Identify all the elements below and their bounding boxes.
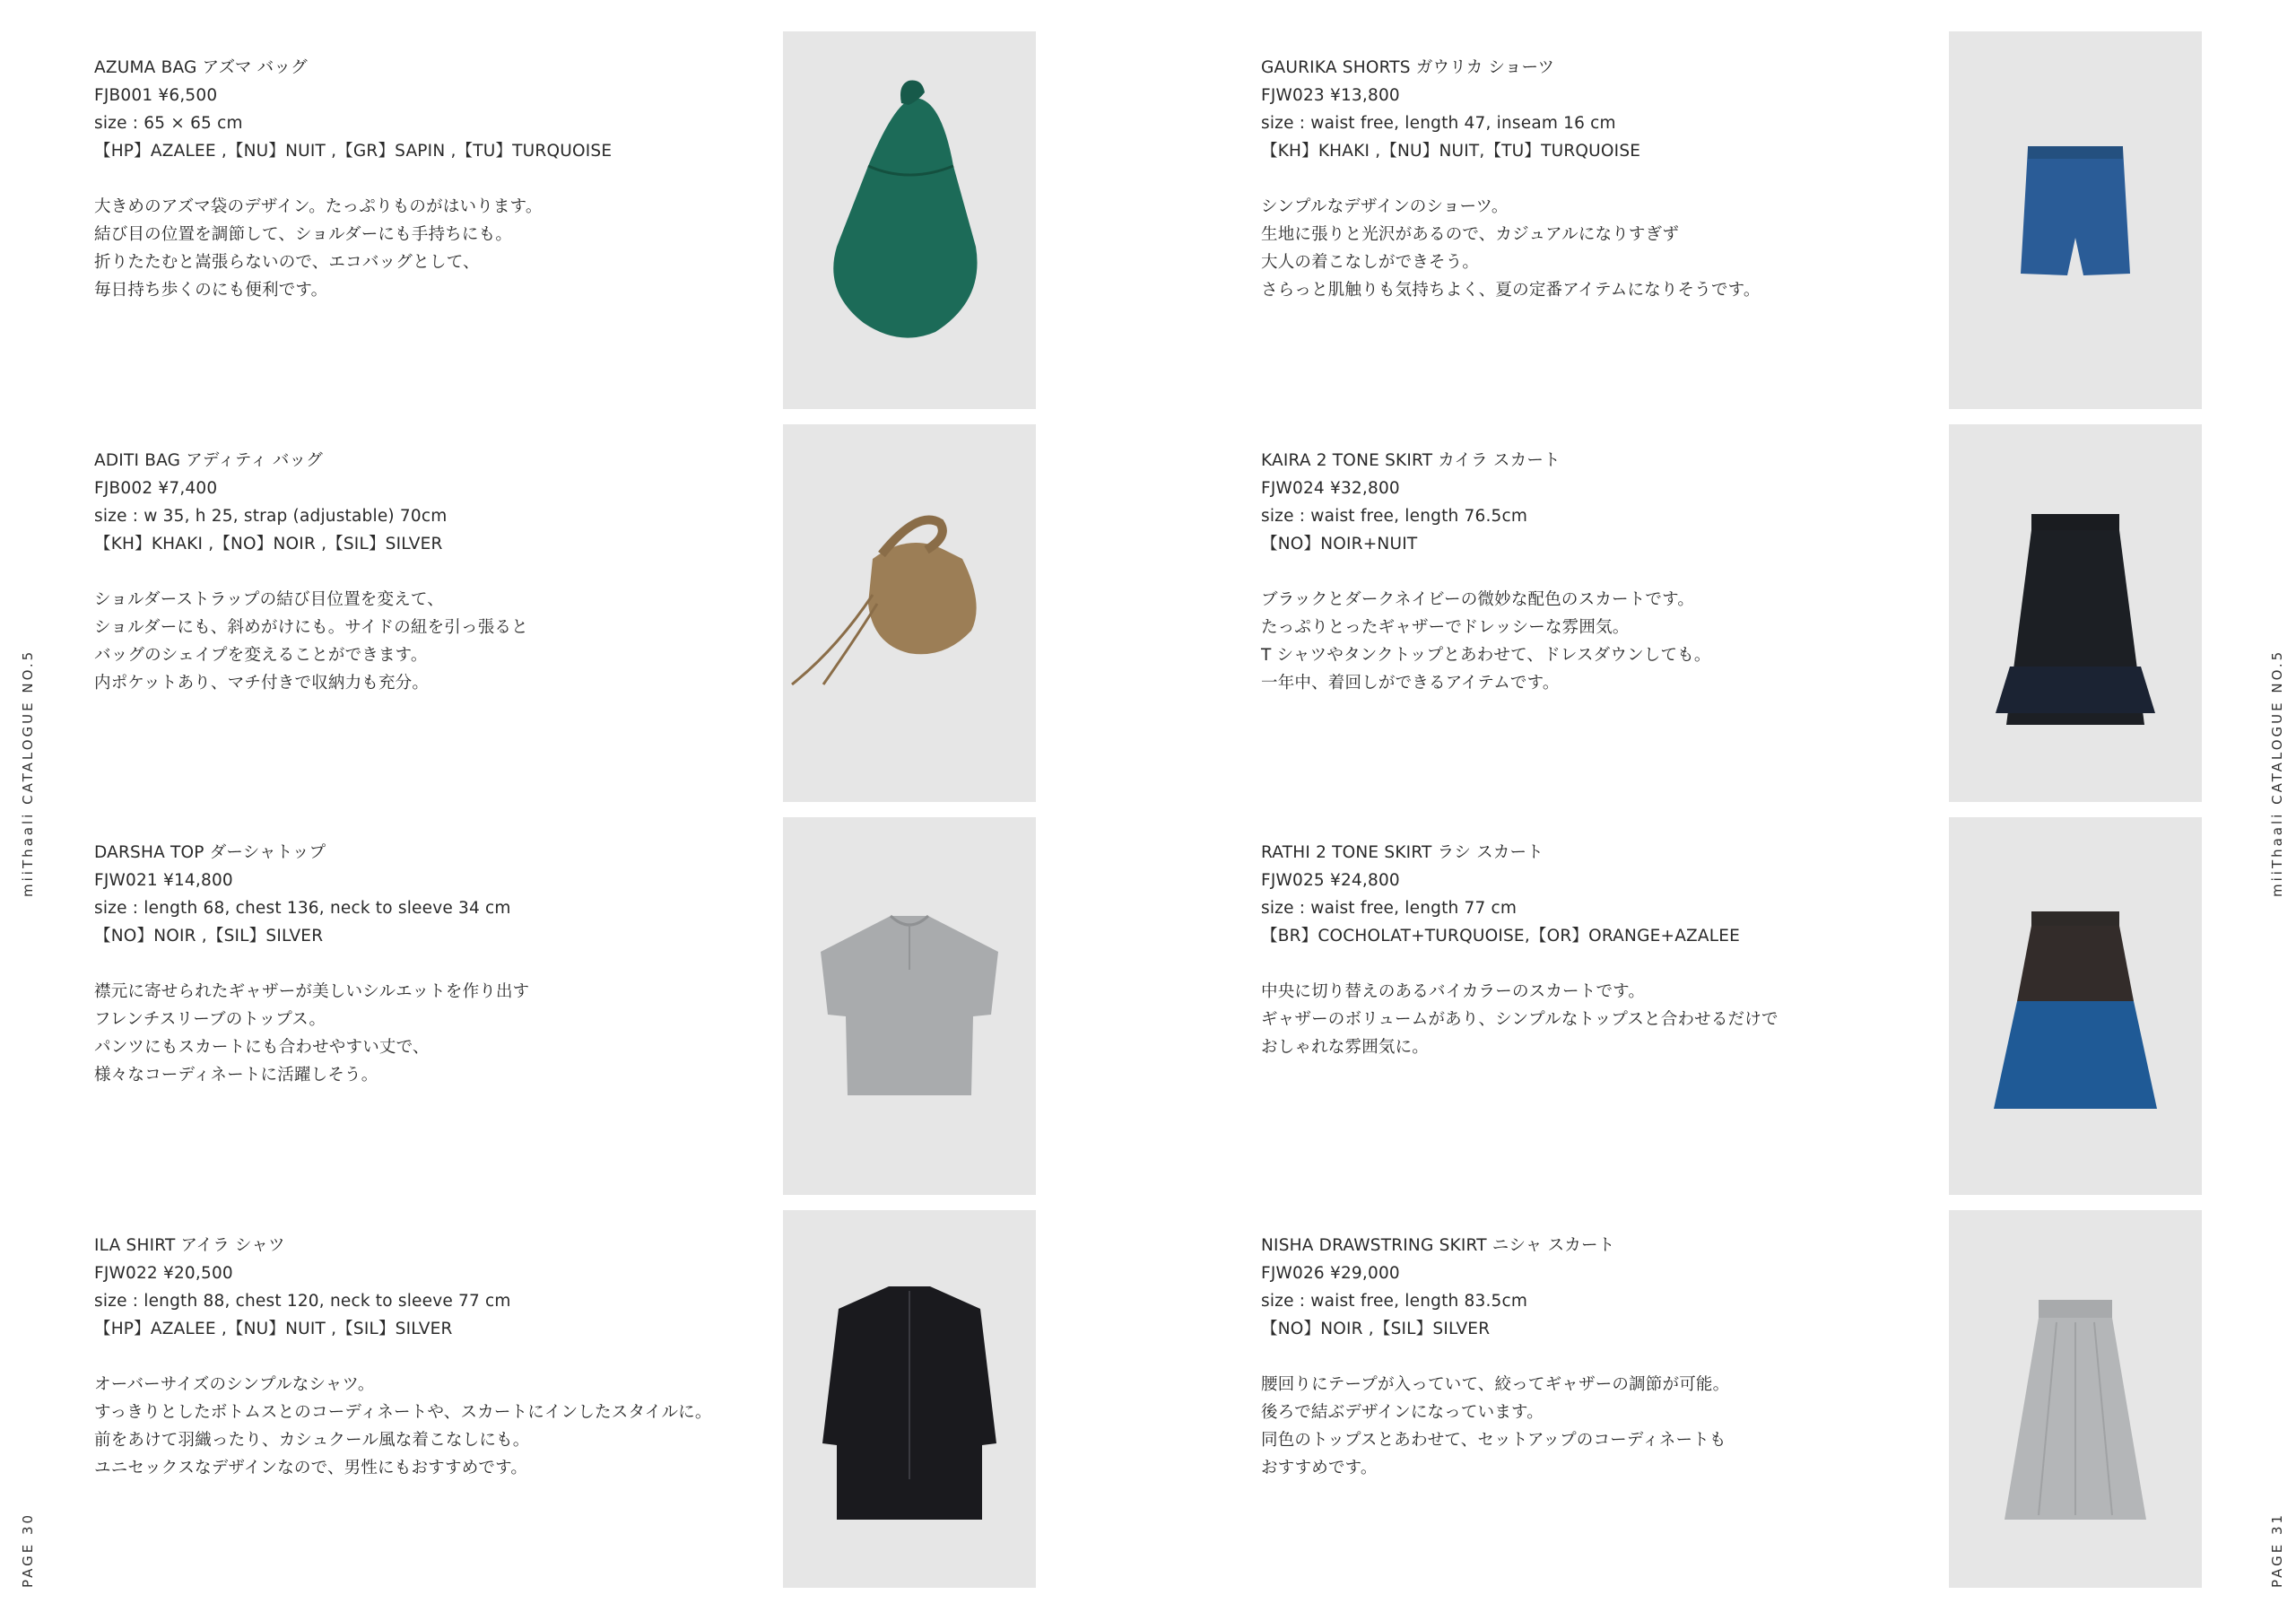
- bag-illustration: [783, 31, 1036, 409]
- product-info: [94, 54, 612, 304]
- product-size: size : length 88, chest 120, neck to sleeve 77 cm: [94, 1292, 511, 1311]
- product-colors: 【NO】NOIR ,【SIL】SILVER: [94, 927, 324, 946]
- product-colors: 【KH】KHAKI ,【NO】NOIR ,【SIL】SILVER: [94, 535, 443, 553]
- product-colors: 【HP】AZALEE ,【NU】NUIT ,【GR】SAPIN ,【TU】TURQUOISE: [94, 142, 613, 161]
- product-size: size : w 35, h 25, strap (adjustable) 70cm: [94, 507, 448, 526]
- product-info: [94, 1232, 712, 1482]
- green-azuma-bag-photo: [783, 31, 1036, 409]
- shirt-illustration: [783, 1210, 1036, 1588]
- product-description-line: 折りたたむと嵩張らないので、エコバッグとして、: [94, 253, 480, 272]
- product-description-line: 前をあけて羽織ったり、カシュクール風な着こなしにも。: [94, 1431, 530, 1450]
- product-description-line: おしゃれな雰囲気に。: [1261, 1038, 1430, 1057]
- khaki-aditi-bag-photo: [783, 424, 1036, 802]
- skirt-illustration: [1949, 817, 2202, 1195]
- silver-nisha-skirt-photo: [1949, 1210, 2202, 1588]
- product-colors: 【KH】KHAKI ,【NU】NUIT,【TU】TURQUOISE: [1261, 142, 1641, 161]
- product-description-line: 後ろで結ぶデザインになっています。: [1261, 1403, 1544, 1422]
- product-description-line: オーバーサイズのシンプルなシャツ。: [94, 1375, 375, 1394]
- product-code-price: FJW024 ¥32,800: [1261, 479, 1400, 498]
- product-name: ADITI BAG アディティ バッグ: [94, 451, 323, 470]
- product-description-line: ショルダーにも、斜めがけにも。サイドの紐を引っ張ると: [94, 618, 528, 637]
- product-name: KAIRA 2 TONE SKIRT カイラ スカート: [1261, 451, 1561, 470]
- product-size: size : 65 × 65 cm: [94, 114, 243, 133]
- product-info: [94, 447, 528, 697]
- product-code-price: FJW025 ¥24,800: [1261, 871, 1400, 890]
- bag-illustration: [783, 424, 1036, 802]
- product-code-price: FJW026 ¥29,000: [1261, 1264, 1400, 1283]
- product-colors: 【HP】AZALEE ,【NU】NUIT ,【SIL】SILVER: [94, 1320, 453, 1338]
- product-description-line: ユニセックスなデザインなので、男性にもおすすめです。: [94, 1459, 528, 1477]
- product-description-line: 大きめのアズマ袋のデザイン。たっぷりものがはいります。: [94, 197, 543, 216]
- product-name: RATHI 2 TONE SKIRT ラシ スカート: [1261, 843, 1544, 862]
- catalogue-side-label: miiThaali CATALOGUE NO.5: [20, 649, 36, 897]
- product-size: size : length 68, chest 136, neck to sleeve 34 cm: [94, 899, 511, 918]
- product-description-line: 生地に張りと光沢があるので、カジュアルになりすぎず: [1261, 225, 1680, 244]
- product-description-line: 大人の着こなしができそう。: [1261, 253, 1480, 272]
- blue-gaurika-shorts-photo: [1949, 31, 2202, 409]
- product-name: DARSHA TOP ダーシャトップ: [94, 843, 326, 862]
- product-code-price: FJB002 ¥7,400: [94, 479, 218, 498]
- product-description-line: バッグのシェイプを変えることができます。: [94, 646, 428, 665]
- product-code-price: FJW023 ¥13,800: [1261, 86, 1400, 105]
- product-size: size : waist free, length 77 cm: [1261, 899, 1518, 918]
- product-description-line: 同色のトップスとあわせて、セットアップのコーディネートも: [1261, 1431, 1726, 1450]
- product-description-line: 結び目の位置を調節して、ショルダーにも手持ちにも。: [94, 225, 513, 244]
- product-info: [1261, 839, 1779, 1061]
- top-illustration: [783, 817, 1036, 1195]
- product-description-line: たっぷりとったギャザーでドレッシーな雰囲気。: [1261, 618, 1630, 637]
- product-code-price: FJW021 ¥14,800: [94, 871, 233, 890]
- product-description-line: 内ポケットあり、マチ付きで収納力も充分。: [94, 674, 430, 693]
- product-description-line: ブラックとダークネイビーの微妙な配色のスカートです。: [1261, 590, 1695, 609]
- product-info: [94, 839, 529, 1089]
- product-description-line: すっきりとしたボトムスとのコーディネートや、スカートにインしたスタイルに。: [94, 1403, 712, 1422]
- product-size: size : waist free, length 83.5cm: [1261, 1292, 1528, 1311]
- product-code-price: FJB001 ¥6,500: [94, 86, 218, 105]
- silver-darsha-top-photo: [783, 817, 1036, 1195]
- product-description-line: 一年中、着回しができるアイテムです。: [1261, 674, 1560, 693]
- product-colors: 【BR】COCHOLAT+TURQUOISE,【OR】ORANGE+AZALEE: [1261, 927, 1741, 946]
- product-description-line: フレンチスリーブのトップス。: [94, 1010, 326, 1029]
- product-description-line: シンプルなデザインのショーツ。: [1261, 197, 1509, 216]
- product-description-line: 毎日持ち歩くのにも便利です。: [94, 281, 328, 300]
- product-size: size : waist free, length 76.5cm: [1261, 507, 1528, 526]
- product-description-line: おすすめです。: [1261, 1459, 1378, 1477]
- product-description-line: ショルダーストラップの結び目位置を変えて、: [94, 590, 444, 609]
- skirt-illustration: [1949, 424, 2202, 802]
- black-kaira-skirt-photo: [1949, 424, 2202, 802]
- product-description-line: T シャツやタンクトップとあわせて、ドレスダウンしても。: [1261, 646, 1711, 665]
- right-page: [1148, 0, 2296, 1621]
- product-name: ILA SHIRT アイラ シャツ: [94, 1236, 285, 1255]
- page-number: PAGE 31: [2269, 1512, 2285, 1588]
- shorts-illustration: [1949, 31, 2202, 409]
- product-info: [1261, 447, 1711, 697]
- product-description-line: ギャザーのボリュームがあり、シンプルなトップスと合わせるだけで: [1261, 1010, 1779, 1029]
- product-description-line: 様々なコーディネートに活躍しそう。: [94, 1066, 378, 1085]
- black-ila-shirt-photo: [783, 1210, 1036, 1588]
- product-info: [1261, 1232, 1729, 1482]
- product-colors: 【NO】NOIR+NUIT: [1261, 535, 1418, 553]
- product-description-line: 襟元に寄せられたギャザーが美しいシルエットを作り出す: [94, 982, 530, 1001]
- product-info: [1261, 54, 1761, 304]
- page-number: PAGE 30: [20, 1512, 36, 1588]
- product-code-price: FJW022 ¥20,500: [94, 1264, 233, 1283]
- product-size: size : waist free, length 47, inseam 16 cm: [1261, 114, 1616, 133]
- brown-blue-rathi-skirt-photo: [1949, 817, 2202, 1195]
- product-description-line: さらっと肌触りも気持ちよく、夏の定番アイテムになりそうです。: [1261, 281, 1761, 300]
- product-name: GAURIKA SHORTS ガウリカ ショーツ: [1261, 58, 1555, 77]
- product-description-line: 腰回りにテープが入っていて、絞ってギャザーの調節が可能。: [1261, 1375, 1730, 1394]
- product-name: AZUMA BAG アズマ バッグ: [94, 58, 308, 77]
- product-colors: 【NO】NOIR ,【SIL】SILVER: [1261, 1320, 1491, 1338]
- product-description-line: パンツにもスカートにも合わせやすい丈で、: [94, 1038, 430, 1057]
- product-description-line: 中央に切り替えのあるバイカラーのスカートです。: [1261, 982, 1646, 1001]
- skirt-illustration: [1949, 1210, 2202, 1588]
- catalogue-side-label: miiThaali CATALOGUE NO.5: [2269, 649, 2285, 897]
- product-name: NISHA DRAWSTRING SKIRT ニシャ スカート: [1261, 1236, 1615, 1255]
